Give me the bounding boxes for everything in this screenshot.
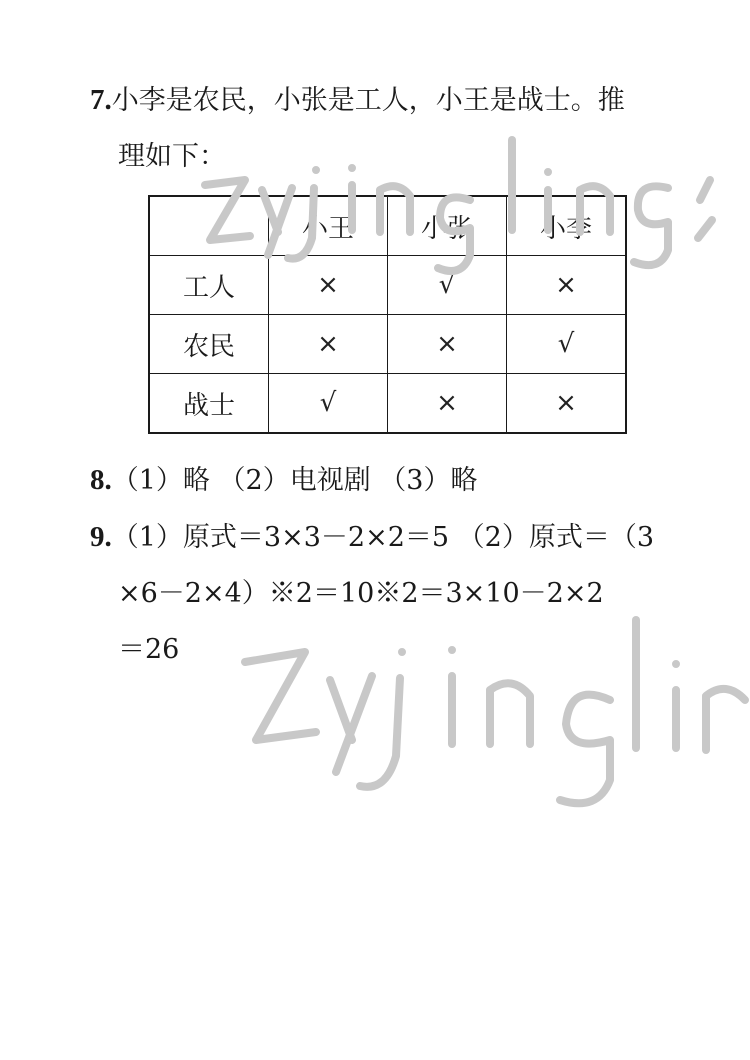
row-label: 战士 bbox=[149, 374, 269, 434]
table-cell: √ bbox=[388, 256, 507, 315]
q9-line2: ×6－2×4）※2＝10※2＝3×10－2×2 bbox=[118, 578, 604, 609]
q7-number: 7. bbox=[90, 84, 112, 116]
table-cell: √ bbox=[269, 374, 388, 434]
table-cell: × bbox=[388, 315, 507, 374]
q9-text-line1: （1）原式＝3×3－2×2＝5 （2）原式＝（3 bbox=[111, 522, 655, 553]
q9-number: 9. bbox=[90, 521, 112, 553]
table-header-cell bbox=[149, 196, 269, 256]
row-label: 工人 bbox=[149, 256, 269, 315]
table-header-row bbox=[149, 196, 626, 256]
q7-text-line1: 小李是农民，小张是工人，小王是战士。推 bbox=[111, 85, 625, 116]
table-cell: × bbox=[269, 315, 388, 374]
table-header-cell: 小李 bbox=[507, 196, 627, 256]
table-row bbox=[149, 256, 626, 315]
q7-line2: 理如下： bbox=[118, 141, 226, 172]
table-cell: × bbox=[388, 374, 507, 434]
table-cell: √ bbox=[507, 315, 627, 374]
table-row bbox=[149, 374, 626, 434]
table-cell: × bbox=[269, 256, 388, 315]
table-row bbox=[149, 315, 626, 374]
table-header-cell: 小王 bbox=[269, 196, 388, 256]
row-label: 农民 bbox=[149, 315, 269, 374]
q8-text: （1）略 （2）电视剧 （3）略 bbox=[111, 465, 478, 496]
table-cell: × bbox=[507, 256, 627, 315]
q8-number: 8. bbox=[90, 464, 112, 496]
q9-line1 bbox=[90, 523, 654, 552]
answer-table bbox=[148, 195, 627, 434]
q9-line3: ＝26 bbox=[118, 634, 180, 665]
q7-line1 bbox=[90, 86, 625, 115]
table-cell: × bbox=[507, 374, 627, 434]
table-header-cell: 小张 bbox=[388, 196, 507, 256]
q8-line bbox=[90, 466, 477, 495]
